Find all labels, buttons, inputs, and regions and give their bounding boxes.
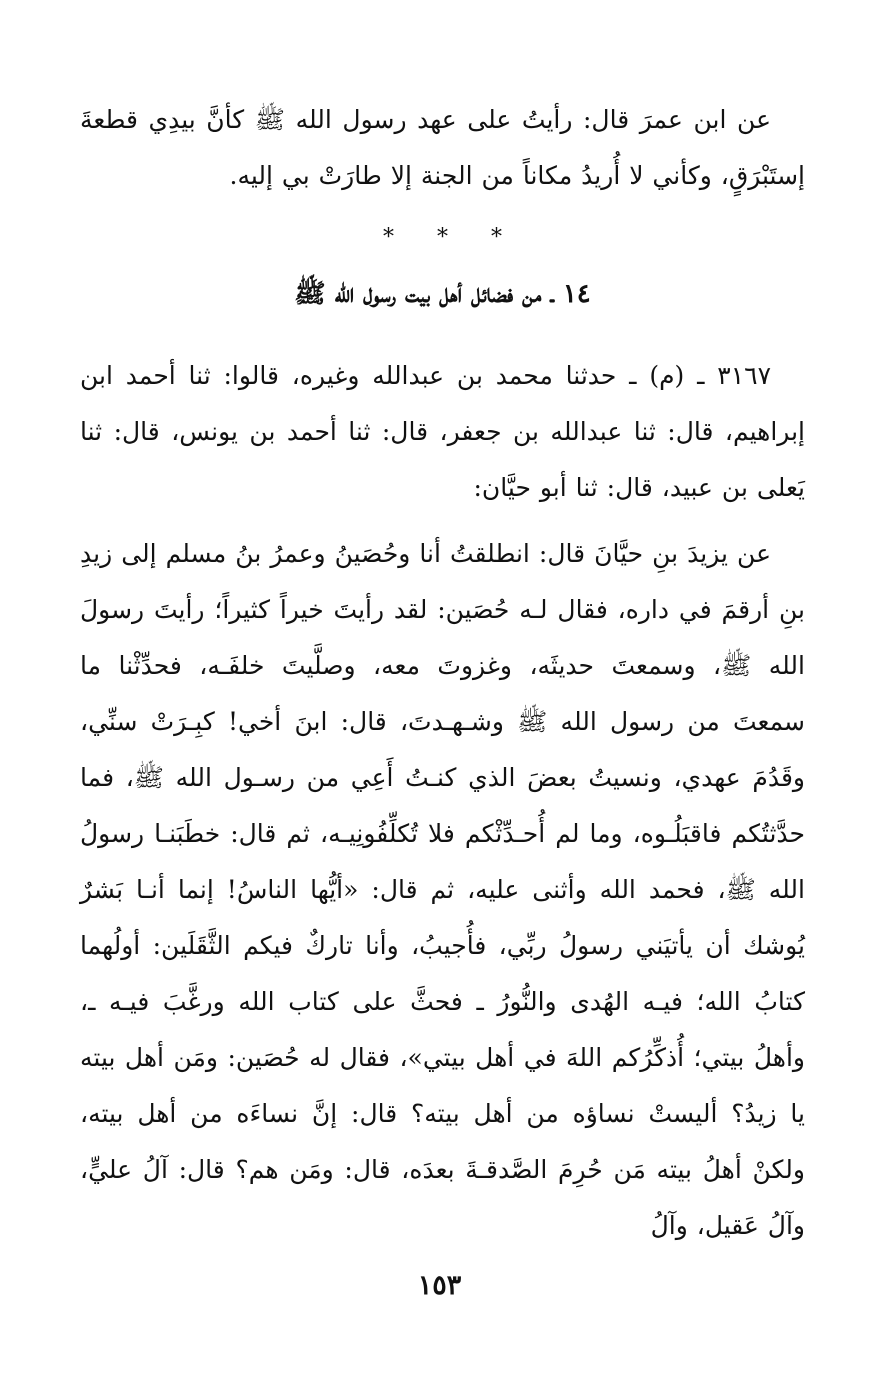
isnad-paragraph: ٣١٦٧ ـ (م) ـ حدثنا محمد بن عبدالله وغيره، قالوا: ثنا أحمد ابن إبراهيم، قال: ثنا عبدالله بن جعفر، قال: ثنا أحمد بن يونس، قال: ثنا يَعلى بن عبيد، قال: ثنا أبو حيَّان: [80, 361, 805, 502]
matn-paragraph: عن يزيدَ بنِ حيَّانَ قال: انطلقتُ أنا وحُصَينُ وعمرُ بنُ مسلم إلى زيدِ بنِ أرقمَ في داره، فقال لـه حُصَين: لقد رأيتَ خيراً كثيراً؛ رأيتَ رسولَ الله ﷺ، وسمعتَ حديثَه، وغزوتَ معه، وصلَّيتَ خلفَـه، فحدِّثْنا ما سمعتَ من رسول الله ﷺ وشـهـدتَ، قال: ابنَ أخي! كبِـرَتْ سنِّي، وقَدُمَ عهدي، ونسيتُ بعضَ الذي كنـتُ أَعِي من رسـول الله ﷺ، فما حدَّثتُكم فاقبَلُـوه، وما لم أُحـدِّثْكم فلا تُكلِّفُونِيـه، ثم قال: خطَبَنـا رسولُ الله ﷺ، فحمد الله وأثنى عليه، ثم قال: «أيُّها الناسُ! إنما أنـا بَشرٌ يُوشك أن يأتيَني رسولُ ربِّي، فأُجيبُ، وأنا تاركٌ فيكم الثَّقَلَين: أولُهما كتابُ الله؛ فيـه الهُدى والنُّورُ ـ فحثَّ على كتاب الله ورغَّبَ فيـه ـ، وأهلُ بيتي؛ أُذكِّرُكم اللهَ في أهل بيتي»، فقال له حُصَين: ومَن أهل بيته يا زيدُ؟ أليستْ نساؤه من أهل بيته؟ قال: إنَّ نساءَه من أهل بيته، ولكنْ أهلُ بيته مَن حُرِمَ الصَّدقـةَ بعدَه، قال: ومَن هم؟ قال: آلُ عليٍّ، وآلُ عَقيل، وآلُ [80, 539, 805, 1240]
chapter-heading: ١٤ ـ من فضائل أهل بيت رسول الله ﷺ [294, 279, 591, 309]
section-separator: * * * [383, 225, 520, 250]
page-number: ١٥٣ [417, 1270, 462, 1301]
book-page [80, 92, 805, 1352]
intro-paragraph: عن ابن عمرَ قال: رأيتُ على عهد رسول الله ﷺ كأنَّ بيدِي قطعةَ إستَبْرَقٍ، وكأني لا أُريدُ مكاناً من الجنة إلا طارَتْ بي إليه. [80, 105, 805, 190]
